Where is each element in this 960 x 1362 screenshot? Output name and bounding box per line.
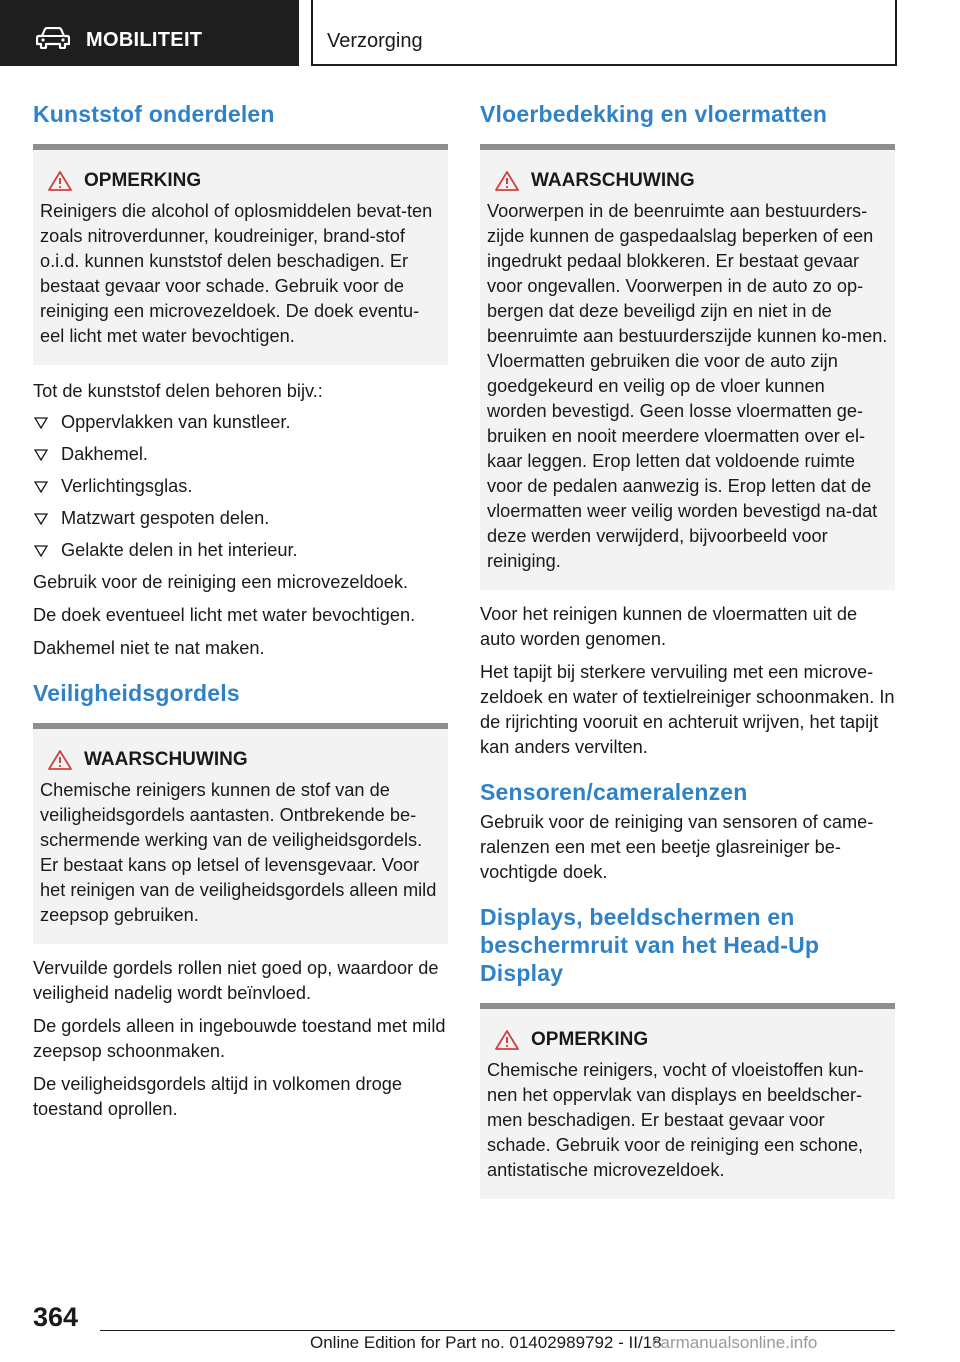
- left-column: [33, 100, 448, 1122]
- warning-triangle-icon: [44, 748, 80, 772]
- footer-watermark: carmanualsonline.info: [652, 1333, 818, 1352]
- paragraph: Vervuilde gordels rollen niet goed op, waardoor de veiligheid nadelig wordt beïnvloed.: [33, 958, 439, 1003]
- warning-triangle-icon: [491, 169, 527, 193]
- warning-title: WAARSCHUWING: [531, 170, 695, 191]
- paragraph: De doek eventueel licht met water bevochtigen.: [33, 605, 416, 625]
- note-text: Reinigers die alcohol of oplosmiddelen bevat-ten zoals nitroverdunner, koudreiniger, brand-stof o.i.d. kunnen kunststof delen beschadigen. Er bestaat gevaar voor schade. Gebruik voor de reiniging een microvezeldoek. De doek eventu-eel licht met water bevochtigen.: [40, 201, 433, 346]
- note-text: Chemische reinigers, vocht of vloeistoffen kun-nen het oppervlak van displays en beeldscher-men beschadigen. Er bestaat gevaar voor schade. Gebruik voor de reiniging een schone, antistatische microvezeldoek.: [487, 1060, 864, 1180]
- heading-veiligheidsgordels: Veiligheidsgordels: [33, 680, 240, 706]
- heading-displays: Displays, beeldschermen en beschermruit van het Head-Up Display: [480, 904, 820, 986]
- section-title: Verzorging: [327, 30, 423, 52]
- footer-rule: [100, 1330, 895, 1331]
- heading-kunststof: Kunststof onderdelen: [33, 101, 275, 127]
- warning-box: [480, 150, 895, 590]
- paragraph: Het tapijt bij sterkere vervuiling met een microve-zeldoek en water of textielreiniger schoonmaken. In de rijrichting vooruit en achteruit wrijven, het tapijt kan anders vervilten.: [480, 662, 895, 757]
- paragraph: Gebruik voor de reiniging van sensoren of came-ralenzen een met een beetje glasreiniger be-vochtigde doek.: [480, 812, 874, 882]
- warning-title: WAARSCHUWING: [84, 749, 248, 770]
- paragraph: Voor het reinigen kunnen de vloermatten uit de auto worden genomen.: [480, 604, 858, 649]
- paragraph: Dakhemel niet te nat maken.: [33, 638, 265, 658]
- note-box: [480, 1009, 895, 1199]
- list-item: Matzwart gespoten delen.: [33, 506, 448, 531]
- bullet-triangle-icon: [34, 545, 48, 557]
- list-item: Gelakte delen in het interieur.: [33, 538, 448, 563]
- paragraph: De veiligheidsgordels altijd in volkomen droge toestand oprollen.: [33, 1074, 403, 1119]
- warning-triangle-icon: [44, 169, 80, 193]
- car-icon: [36, 27, 70, 49]
- heading-vloerbedekking: Vloerbedekking en vloermatten: [480, 101, 828, 127]
- list-item: Dakhemel.: [33, 442, 448, 467]
- paragraph: Gebruik voor de reiniging een microvezeldoek.: [33, 572, 409, 592]
- bullet-triangle-icon: [34, 481, 48, 493]
- warning-box: [33, 729, 448, 944]
- note-title: OPMERKING: [84, 170, 202, 191]
- bullet-triangle-icon: [34, 449, 48, 461]
- warning-text: Voorwerpen in de beenruimte aan bestuurders-zijde kunnen de gaspedaalslag beperken of een ingedrukt pedaal blokkeren. Er bestaat gevaar voor ongevallen. Voorwerpen in de auto zo op-bergen dat deze beveiligd zijn en niet in de beenruimte aan bestuurderszijde kunnen ko-men. Vloermatten gebruiken die voor de auto zijn goedgekeurd en veilig op de vloer kunnen worden bevestigd. Geen losse vloermatten ge-bruiken en nooit meerdere vloermatten over el-kaar leggen. Erop letten dat voldoende ruimte voor de pedalen aanwezig is. Erop letten dat de vloermatten weer veilig worden bevestigd na-dat deze werden verwijderd, bijvoorbeeld voor reiniging.: [487, 201, 888, 571]
- page-number: 364: [33, 1302, 79, 1332]
- section-header: [311, 0, 897, 66]
- right-column: [480, 100, 895, 1199]
- paragraph: De gordels alleen in ingebouwde toestand met mild zeepsop schoonmaken.: [33, 1016, 446, 1061]
- note-box: [33, 150, 448, 365]
- bullet-list: [33, 410, 448, 563]
- page-header: [0, 0, 960, 66]
- chapter-tab: [0, 0, 299, 66]
- bullet-triangle-icon: [34, 417, 48, 429]
- footer-edition: Online Edition for Part no. 01402989792 - II/18: [310, 1333, 662, 1352]
- list-item: Oppervlakken van kunstleer.: [33, 410, 448, 435]
- bullet-triangle-icon: [34, 513, 48, 525]
- paragraph: Tot de kunststof delen behoren bijv.:: [33, 381, 323, 401]
- warning-text: Chemische reinigers kunnen de stof van de veiligheidsgordels aantasten. Ontbrekende be-schermende werking van de veiligheidsgordels. Er bestaat kans op letsel of levensgevaar. Voor het reinigen van de veiligheidsgordels alleen mild zeepsop gebruiken.: [40, 780, 437, 925]
- heading-sensoren: Sensoren/cameralenzen: [480, 779, 748, 805]
- warning-triangle-icon: [491, 1028, 527, 1052]
- chapter-title: MOBILITEIT: [86, 29, 203, 51]
- note-title: OPMERKING: [531, 1029, 649, 1050]
- list-item: Verlichtingsglas.: [33, 474, 448, 499]
